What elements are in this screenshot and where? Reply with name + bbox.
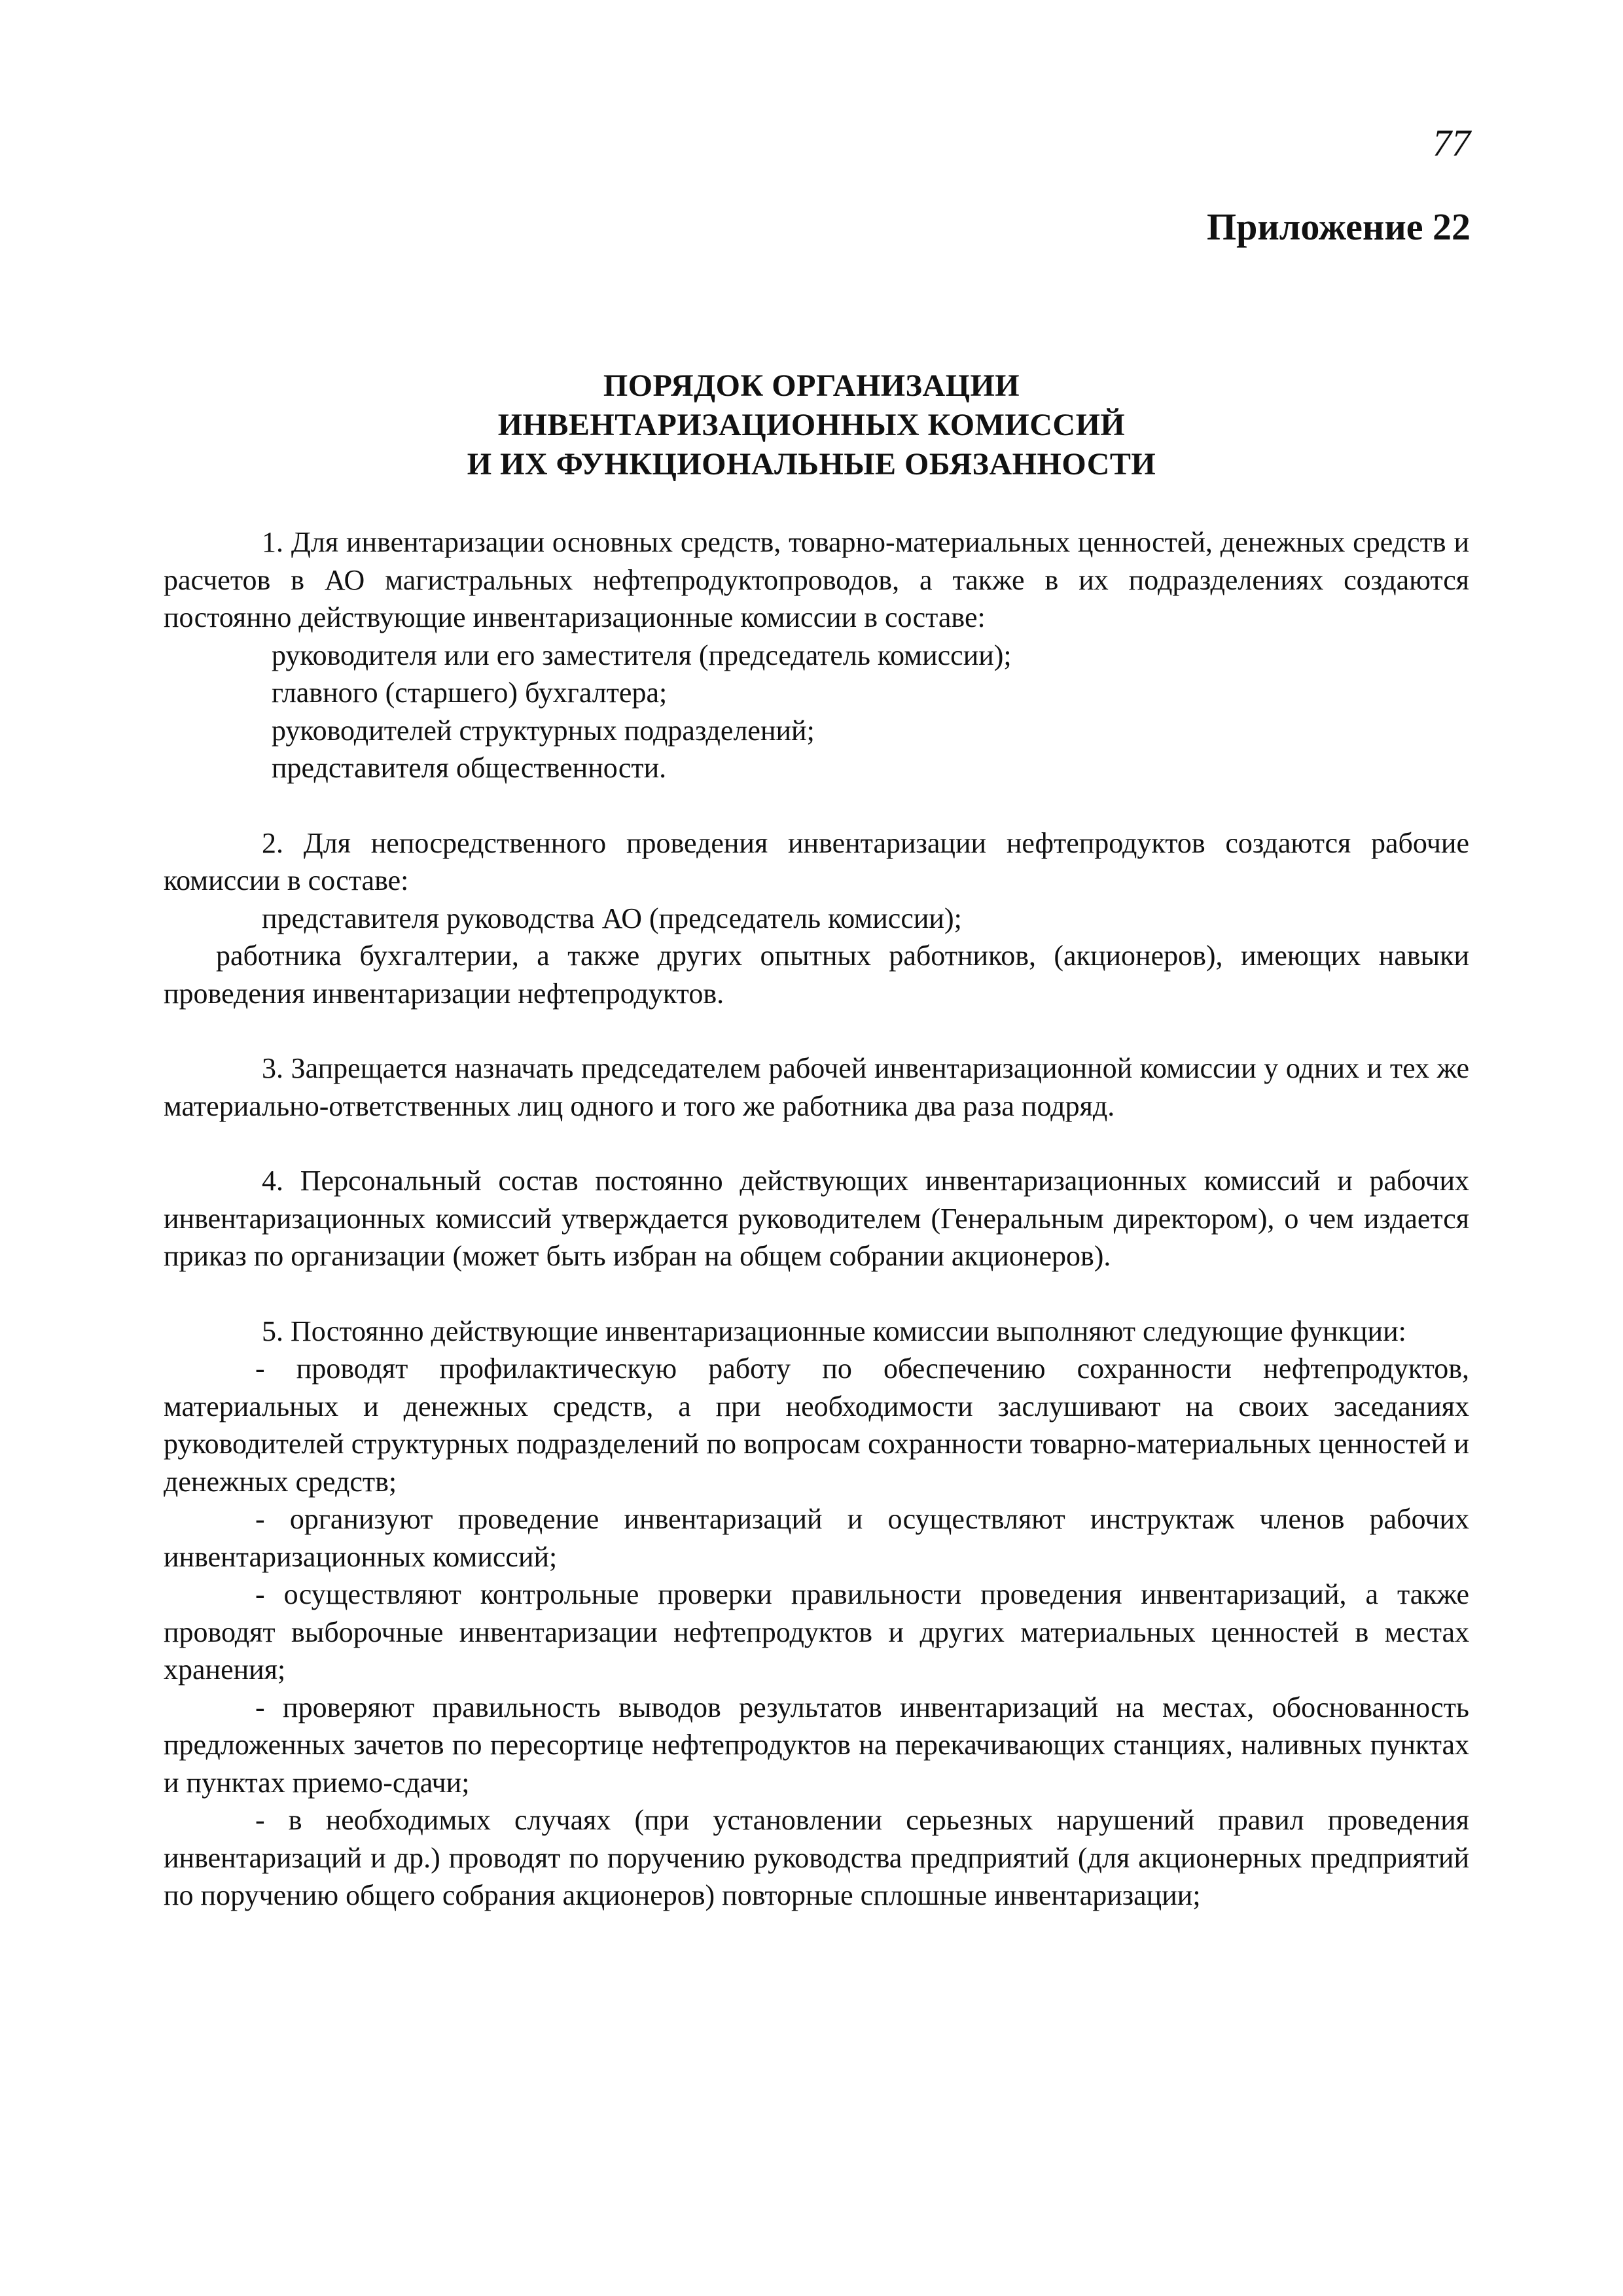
title-line-3: И ИХ ФУНКЦИОНАЛЬНЫЕ ОБЯЗАННОСТИ <box>467 447 1156 482</box>
document-title <box>0 366 1623 484</box>
document-body <box>164 523 1469 1915</box>
appendix-label: Приложение 22 <box>1207 205 1471 248</box>
section-3-text: 3. Запрещается назначать председателем рабочей инвентаризационной комиссии у одних и тех же материально-ответственных лиц одного и того же работника два раза подряд. <box>164 1052 1469 1122</box>
section-1-text: 1. Для инвентаризации основных средств, товарно-материальных ценностей, денежных средств и расчетов в АО магистральных нефтепродуктопроводов, а также в их подразделениях создаются постоянно действующие инвентаризационные комиссии в составе: <box>164 526 1469 633</box>
section-5-function: - осуществляют контрольные проверки правильности проведения инвентаризаций, а также проводят выборочные инвентаризации нефтепродуктов и других материальных ценностей в местах хранения; <box>164 1578 1469 1686</box>
section-5-function: - проводят профилактическую работу по обеспечению сохранности нефтепродуктов, материальных и денежных средств, а при необходимости заслушивают на своих заседаниях руководителей структурных подразделений по вопросам сохранности товарно-материальных ценностей и денежных средств; <box>164 1352 1469 1498</box>
section-5-function: - в необходимых случаях (при установлении серьезных нарушений правил проведения инвентаризаций и др.) проводят по поручению руководства предприятий (для акционерных предприятий по поручению общего собрания акционеров) повторные сплошные инвентаризации; <box>164 1804 1469 1911</box>
section-2-text: 2. Для непосредственного проведения инвентаризации нефтепродуктов создаются рабочие комиссии в составе: <box>164 826 1469 896</box>
section-1-item: главного (старшего) бухгалтера; <box>272 677 668 709</box>
title-line-2: ИНВЕНТАРИЗАЦИОННЫХ КОМИССИЙ <box>497 408 1126 442</box>
section-2-item: представителя руководства АО (председатель комиссии); <box>262 902 962 934</box>
section-5-function: - проверяют правильность выводов результатов инвентаризаций на местах, обоснованность предложенных зачетов по пересортице нефтепродуктов на перекачивающих станциях, наливных пунктах и пунктах приемо-сдачи; <box>164 1691 1469 1799</box>
section-4-text: 4. Персональный состав постоянно действующих инвентаризационных комиссий и рабочих инвентаризационных комиссий утверждается руководителем (Генеральным директором), о чем издается приказ по организации (может быть избран на общем собрании акционеров). <box>164 1165 1469 1272</box>
section-5-function: - организуют проведение инвентаризаций и осуществляют инструктаж членов рабочих инвентаризационных комиссий; <box>164 1503 1469 1573</box>
section-2-item: работника бухгалтерии, а также других опытных работников, (акционеров), имеющих навыки проведения инвентаризации нефтепродуктов. <box>164 940 1469 1010</box>
page-number: 77 <box>1433 122 1471 164</box>
section-5-text: 5. Постоянно действующие инвентаризационные комиссии выполняют следующие функции: <box>262 1315 1406 1347</box>
section-1-item: руководителей структурных подразделений; <box>272 714 815 747</box>
section-1-item: представителя общественности. <box>272 752 667 784</box>
title-line-1: ПОРЯДОК ОРГАНИЗАЦИИ <box>603 368 1020 403</box>
section-1-item: руководителя или его заместителя (председатель комиссии); <box>272 639 1012 671</box>
